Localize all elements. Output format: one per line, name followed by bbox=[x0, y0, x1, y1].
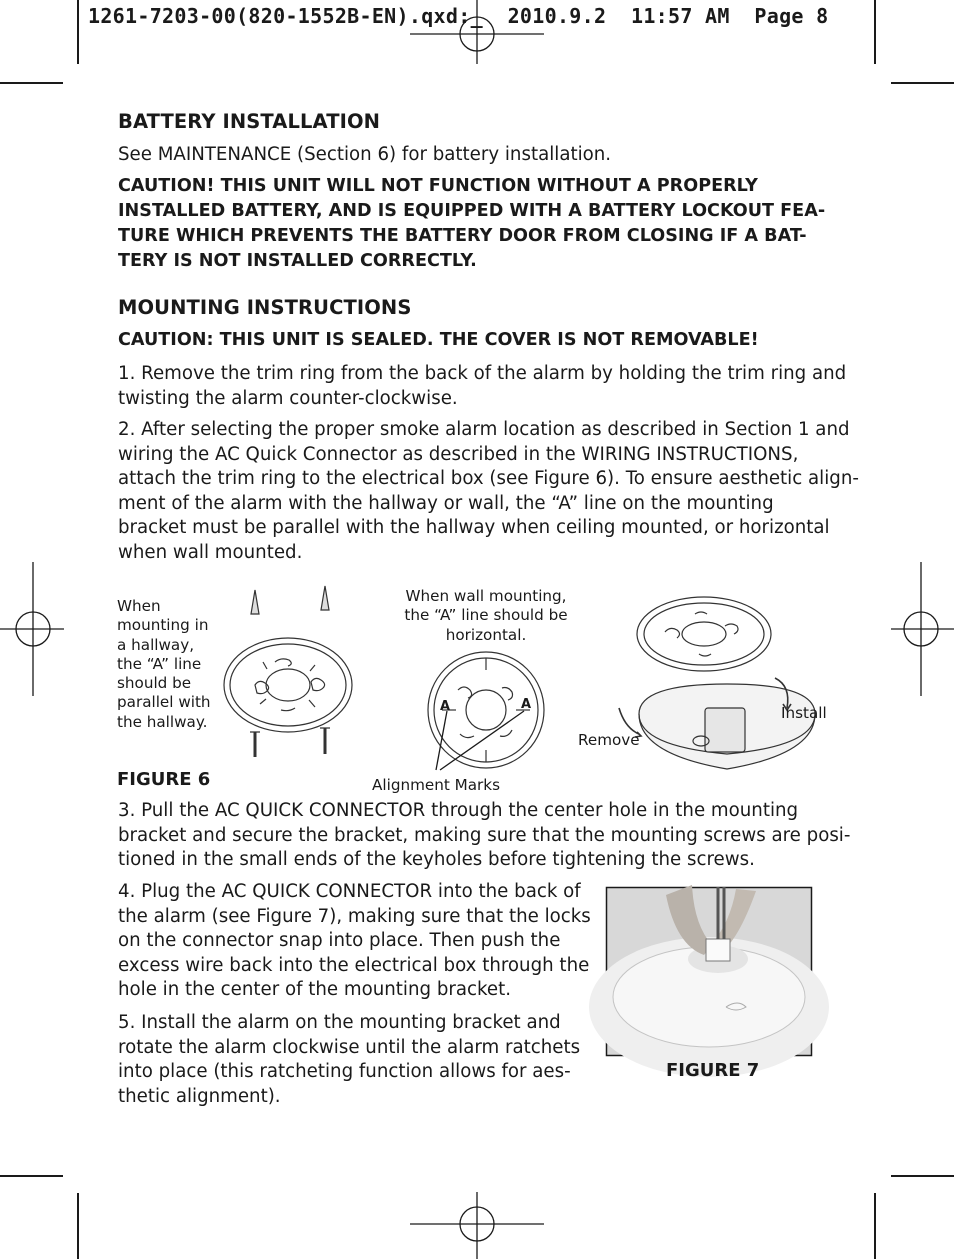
text-line: twisting the alarm counter-clockwise. bbox=[118, 387, 458, 409]
remove-label: Remove bbox=[578, 731, 640, 749]
caption-line: a hallway, bbox=[117, 635, 195, 654]
caption-line: the “A” line should be bbox=[404, 606, 568, 625]
caution-line: TERY IS NOT INSTALLED CORRECTLY. bbox=[118, 251, 477, 271]
caution-line: CAUTION! THIS UNIT WILL NOT FUNCTION WITHOUT A PROPERLY bbox=[118, 176, 758, 196]
caption-line: the hallway. bbox=[117, 712, 208, 731]
caption-line: When bbox=[117, 597, 161, 615]
text-line: hole in the center of the mounting bracket. bbox=[118, 979, 511, 1001]
install-label: Install bbox=[781, 704, 827, 722]
text-line: ment of the alarm with the hallway or wall, the “A” line on the mounting bbox=[118, 492, 774, 514]
alignment-marks-label: Alignment Marks bbox=[372, 776, 501, 794]
step-5 bbox=[118, 1011, 580, 1109]
text-line: 2. After selecting the proper smoke alarm location as described in Section 1 and bbox=[118, 419, 850, 440]
text-line: the alarm (see Figure 7), making sure that the locks bbox=[118, 905, 591, 927]
figure-7-label: FIGURE 7 bbox=[666, 1060, 760, 1081]
mounting-caution: CAUTION: THIS UNIT IS SEALED. THE COVER IS NOT REMOVABLE! bbox=[118, 330, 759, 350]
text-line: excess wire back into the electrical box through the bbox=[118, 954, 590, 976]
caption-line: mounting in bbox=[117, 616, 209, 635]
text-line: when wall mounted. bbox=[118, 541, 303, 563]
text-line: 4. Plug the AC QUICK CONNECTOR into the back of bbox=[118, 881, 581, 902]
text-line: 5. Install the alarm on the mounting bracket and bbox=[118, 1012, 561, 1033]
step-3 bbox=[118, 799, 850, 873]
figure-7-photo bbox=[606, 887, 812, 1056]
text-line: on the connector snap into place. Then push the bbox=[118, 930, 561, 952]
step-4 bbox=[118, 880, 591, 1003]
text-line: tioned in the small ends of the keyholes before tightening the screws. bbox=[118, 849, 755, 871]
text-line: 3. Pull the AC QUICK CONNECTOR through the center hole in the mounting bbox=[118, 800, 799, 821]
text-line: bracket and secure the bracket, making sure that the mounting screws are posi- bbox=[118, 824, 851, 846]
caption-line: the “A” line bbox=[117, 654, 202, 673]
text-line: attach the trim ring to the electrical box (see Figure 6). To ensure aesthetic align- bbox=[118, 468, 859, 490]
alignment-mark-right: A bbox=[521, 697, 532, 712]
text-line: rotate the alarm clockwise until the alarm ratchets bbox=[118, 1036, 581, 1058]
text-line: thetic alignment). bbox=[118, 1085, 281, 1107]
caution-line: TURE WHICH PREVENTS THE BATTERY DOOR FROM CLOSING IF A BAT- bbox=[118, 226, 807, 246]
text-line: bracket must be parallel with the hallway when ceiling mounted, or horizontal bbox=[118, 517, 830, 539]
text-line: 1. Remove the trim ring from the back of the alarm by holding the trim ring and bbox=[118, 363, 847, 384]
text-line: into place (this ratcheting function allows for aes- bbox=[118, 1061, 571, 1083]
caption-line: should be bbox=[117, 674, 192, 693]
caption-line: horizontal. bbox=[445, 625, 527, 644]
battery-text: See MAINTENANCE (Section 6) for battery installation. bbox=[118, 144, 612, 165]
text-line: wiring the AC Quick Connector as described in the WIRING INSTRUCTIONS, bbox=[118, 443, 799, 465]
file-slug: 1261-7203-00(820-1552B-EN).qxd:_ 2010.9.2 11:57 AM Page 8 bbox=[88, 4, 829, 28]
battery-heading: BATTERY INSTALLATION bbox=[118, 110, 381, 133]
figure-6-label: FIGURE 6 bbox=[117, 769, 211, 790]
alignment-mark-left: A bbox=[440, 699, 451, 714]
alarm-install-illustration bbox=[615, 596, 830, 780]
caption-line: When wall mounting, bbox=[405, 587, 567, 605]
caution-line: INSTALLED BATTERY, AND IS EQUIPPED WITH A BATTERY LOCKOUT FEA- bbox=[118, 201, 826, 221]
caption-line: parallel with bbox=[117, 693, 211, 712]
mounting-heading: MOUNTING INSTRUCTIONS bbox=[118, 296, 412, 319]
